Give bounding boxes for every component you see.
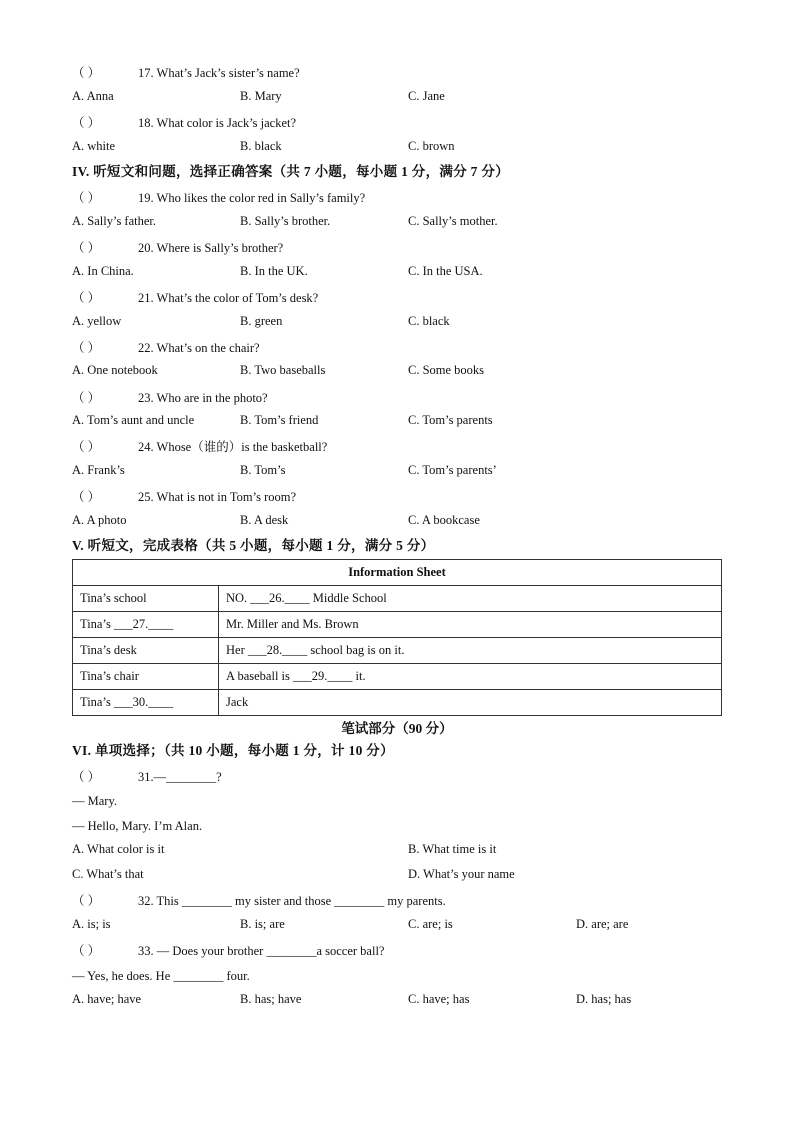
question-stem: 32. This ________ my sister and those ________ my parents. [138,894,446,908]
q31-dialogue-line-3: — Hello, Mary. I’m Alan. [72,819,203,833]
q20-option-b: B. In the UK. [240,264,308,278]
q20-option-c: C. In the USA. [408,264,483,278]
question-17 [72,64,300,82]
q21-option-c: C. black [408,314,450,328]
q17-option-b: B. Mary [240,89,282,103]
q33-option-a: A. have; have [72,992,142,1006]
question-23 [72,389,268,407]
q19-option-b: B. Sally’s brother. [240,214,331,228]
table-row [73,690,722,716]
q32-option-a: A. is; is [72,917,111,931]
question-31 [72,768,222,786]
information-sheet-table [72,559,722,716]
answer-paren[interactable]: （ ） [72,770,101,784]
table-row [73,586,722,612]
q31-option-d: D. What’s your name [408,867,515,881]
q31-option-c: C. What’s that [72,867,144,881]
answer-paren[interactable]: （ ） [72,241,101,255]
q22-option-b: B. Two baseballs [240,363,326,377]
q17-option-a: A. Anna [72,89,114,103]
question-stem: 31.—________? [138,770,222,784]
question-stem: 33. — Does your brother ________a soccer ball? [138,944,385,958]
q33-option-b: B. has; have [240,992,302,1006]
q31-option-b: B. What time is it [408,842,497,856]
question-stem: 22. What’s on the chair? [138,341,260,355]
q22-option-c: C. Some books [408,363,485,377]
row-value: Mr. Miller and Ms. Brown [219,612,722,638]
q24-option-b: B. Tom’s [240,463,286,477]
section-5-heading: V. 听短文，完成表格（共 5 小题，每小题 1 分，满分 5 分） [72,538,435,553]
q19-option-c: C. Sally’s mother. [408,214,498,228]
q25-option-c: C. A bookcase [408,513,480,527]
q23-option-b: B. Tom’s friend [240,413,319,427]
q32-option-c: C. are; is [408,917,453,931]
q33-option-d: D. has; has [576,992,632,1006]
question-stem: 17. What’s Jack’s sister’s name? [138,66,300,80]
q18-option-c: C. brown [408,139,455,153]
answer-paren[interactable]: （ ） [72,490,101,504]
row-value: Jack [219,690,722,716]
question-33 [72,942,384,960]
question-stem: 19. Who likes the color red in Sally’s family? [138,191,366,205]
answer-paren[interactable]: （ ） [72,944,101,958]
q23-option-c: C. Tom’s parents [408,413,493,427]
q18-option-a: A. white [72,139,116,153]
q24-option-a: A. Frank’s [72,463,125,477]
q17-option-c: C. Jane [408,89,445,103]
q18-option-b: B. black [240,139,282,153]
question-25 [72,488,296,506]
question-24 [72,438,327,456]
question-stem: 25. What is not in Tom’s room? [138,490,297,504]
q25-option-b: B. A desk [240,513,289,527]
question-stem: 18. What color is Jack’s jacket? [138,116,297,130]
question-32 [72,892,446,910]
question-stem: 23. Who are in the photo? [138,391,268,405]
answer-paren[interactable]: （ ） [72,66,101,80]
question-22 [72,339,260,357]
q22-option-a: A. One notebook [72,363,158,377]
row-label: Tina’s school [73,586,219,612]
row-value[interactable]: NO. ___26.____ Middle School [219,586,722,612]
question-20 [72,239,283,257]
table-row [73,612,722,638]
table-title: Information Sheet [73,560,722,586]
row-label[interactable]: Tina’s ___30.____ [73,690,219,716]
answer-paren[interactable]: （ ） [72,191,101,205]
row-label[interactable]: Tina’s ___27.____ [73,612,219,638]
question-21 [72,289,318,307]
answer-paren[interactable]: （ ） [72,341,101,355]
q31-dialogue-line-2: — Mary. [72,794,118,808]
section-4-heading: IV. 听短文和问题，选择正确答案（共 7 小题，每小题 1 分，满分 7 分） [72,164,510,179]
q32-option-b: B. is; are [240,917,285,931]
row-label: Tina’s chair [73,664,219,690]
q19-option-a: A. Sally’s father. [72,214,157,228]
table-header-row [73,560,722,586]
q33-dialogue-line-2: — Yes, he does. He ________ four. [72,969,250,983]
question-19 [72,189,365,207]
section-6-heading: VI. 单项选择；（共 10 小题，每小题 1 分，计 10 分） [72,743,394,758]
q20-option-a: A. In China. [72,264,134,278]
table-row [73,664,722,690]
q31-option-a: A. What color is it [72,842,165,856]
question-stem: 20. Where is Sally’s brother? [138,241,284,255]
answer-paren[interactable]: （ ） [72,391,101,405]
written-part-heading: 笔试部分（90 分） [341,721,453,736]
q21-option-a: A. yellow [72,314,122,328]
question-stem: 21. What’s the color of Tom’s desk? [138,291,319,305]
row-value[interactable]: Her ___28.____ school bag is on it. [219,638,722,664]
q25-option-a: A. A photo [72,513,127,527]
answer-paren[interactable]: （ ） [72,894,101,908]
answer-paren[interactable]: （ ） [72,291,101,305]
q32-option-d: D. are; are [576,917,629,931]
q33-option-c: C. have; has [408,992,470,1006]
q21-option-b: B. green [240,314,283,328]
row-label: Tina’s desk [73,638,219,664]
table-row [73,638,722,664]
question-18 [72,114,296,132]
q24-option-c: C. Tom’s parents’ [408,463,497,477]
answer-paren[interactable]: （ ） [72,440,101,454]
question-stem: 24. Whose（谁的）is the basketball? [138,440,328,454]
row-value[interactable]: A baseball is ___29.____ it. [219,664,722,690]
q23-option-a: A. Tom’s aunt and uncle [72,413,195,427]
answer-paren[interactable]: （ ） [72,116,101,130]
